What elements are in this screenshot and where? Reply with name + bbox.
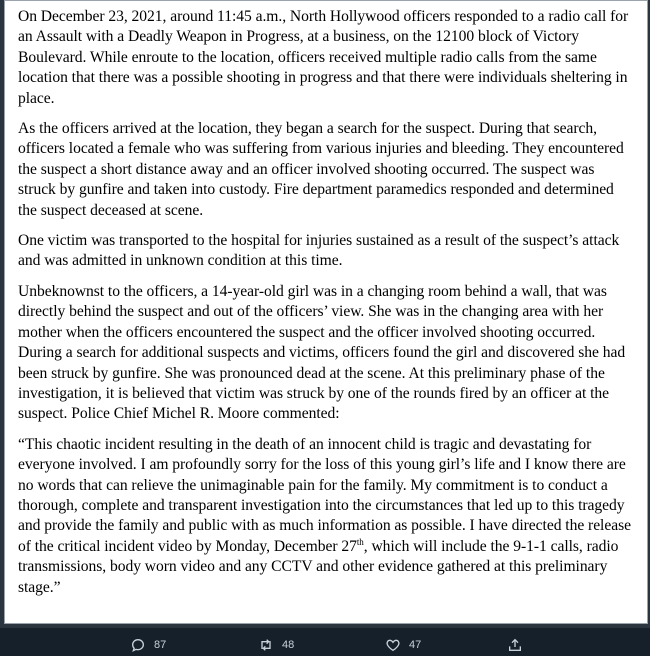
tweet-action-bar [0, 628, 650, 656]
like-count: 47 [409, 639, 422, 651]
reply-count: 87 [154, 639, 167, 651]
paragraph-2: As the officers arrived at the location, they began a search for the suspect. During that search, officers located a female who was suffering from various injuries and bleeding. They encountered the suspect a short distance away and an officer involved shooting occurred. The suspect was struck by gunfire and taken into custody. Fire department paramedics responded and determined the suspect deceased at scene. [18, 120, 624, 219]
retweet-icon [258, 637, 274, 653]
paragraph-1: On December 23, 2021, around 11:45 a.m., North Hollywood officers responded to a radio call for an Assault with a Deadly Weapon in Progress, at a business, on the 12100 block of Victory Boulevard. While enroute to the location, officers received multiple radio calls from the same location that there was a possible shooting in progress and that there were individuals sheltering in place. [18, 8, 629, 107]
retweet-button[interactable] [258, 637, 294, 653]
share-button[interactable] [507, 637, 523, 653]
reply-button[interactable] [130, 637, 166, 653]
quote-text-start: “This chaotic incident resulting in the death of an innocent child is tragic and devastating for everyone involved. I am profoundly sorry for the loss of this young girl’s life and I know there are no words that can relieve the unimaginable pain for the family. My commitment is to conduct a thorough, complete and transparent investigation into the circumstances that led up to this tragedy and provide the family and public with as much information as possible. I have directed the release of the critical incident video by Monday, December 27 [18, 435, 631, 555]
quote-superscript: th [356, 536, 364, 547]
like-icon [385, 637, 401, 653]
share-icon [507, 637, 523, 653]
retweet-count: 48 [282, 639, 295, 651]
document-page [4, 0, 648, 624]
quote-text-end: , which will include the 9-1-1 calls, radio transmissions, body worn video and any CCTV and other evidence gathered at this preliminary stage.” [18, 537, 619, 596]
paragraph-3: One victim was transported to the hospital for injuries sustained as a result of the suspect’s attack and was admitted in unknown condition at this time. [18, 232, 620, 270]
quote-paragraph [18, 435, 635, 598]
reply-icon [130, 637, 146, 653]
paragraph-4: Unbeknownst to the officers, a 14-year-old girl was in a changing room behind a wall, that was directly behind the suspect and out of the officers’ view. She was in the changing area with her mother when the officers encountered the suspect and the officer involved shooting occurred. During a search for additional suspects and victims, officers found the girl and discovered she had been struck by gunfire. She was pronounced dead at the scene. At this preliminary phase of the investigation, it is believed that victim was struck by one of the rounds fired by an officer at the suspect. Police Chief Michel R. Moore commented: [18, 282, 626, 423]
like-button[interactable] [385, 637, 421, 653]
